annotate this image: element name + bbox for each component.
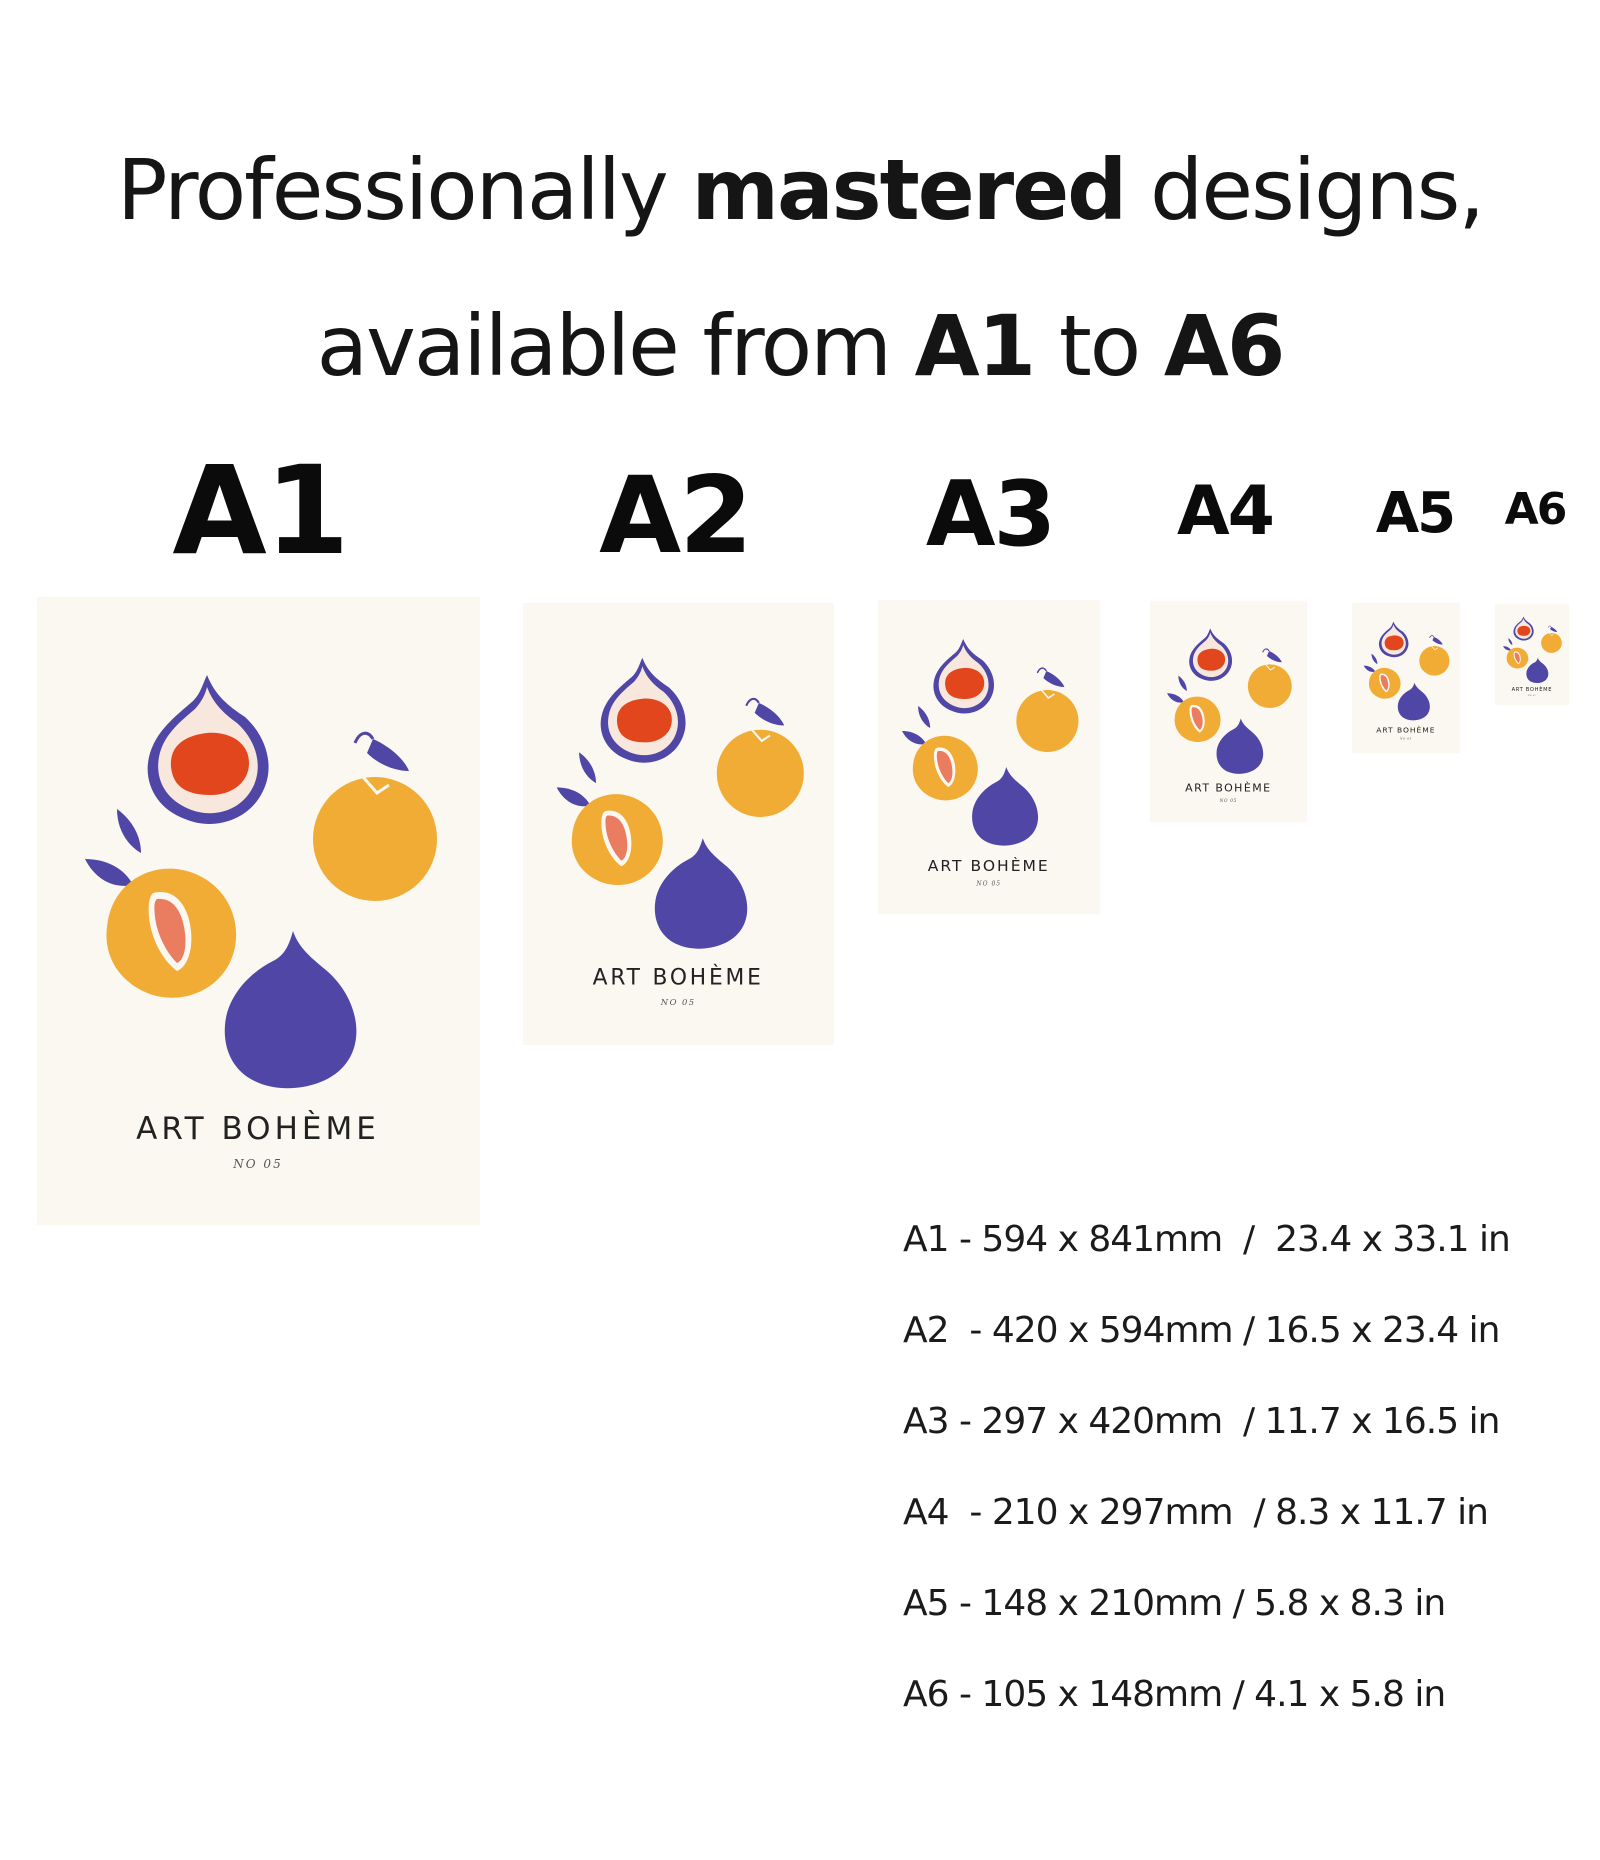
- poster-a2: [523, 603, 834, 1045]
- headline-line-1: [0, 112, 1600, 268]
- size-label-a4: A4: [1177, 472, 1273, 551]
- fig-seeds: [945, 668, 984, 699]
- leaf: [1550, 627, 1557, 632]
- fig-whole: [1398, 683, 1430, 721]
- leaf: [1503, 646, 1511, 650]
- poster-artwork: [523, 603, 834, 1045]
- poster-artwork: [1150, 601, 1307, 822]
- apricot: [717, 730, 804, 817]
- leaf: [1178, 676, 1187, 691]
- size-label-a3: A3: [925, 462, 1055, 567]
- poster-title: ART BOHÈME: [1511, 687, 1553, 694]
- fig-whole: [1526, 658, 1548, 683]
- leaf: [117, 809, 141, 853]
- headline-emphasis: A1: [914, 297, 1035, 395]
- apricot: [1419, 646, 1449, 676]
- headline-line-2: [0, 268, 1600, 424]
- fig-whole: [972, 767, 1038, 846]
- fig-seeds: [1517, 626, 1530, 636]
- stem: [1037, 668, 1046, 673]
- headline-emphasis: A6: [1163, 297, 1284, 395]
- poster-subtitle: NO 05: [660, 996, 696, 1007]
- leaf: [1372, 654, 1378, 665]
- leaf: [755, 703, 784, 726]
- apricot: [1016, 690, 1078, 752]
- leaf: [85, 859, 133, 886]
- stem: [746, 699, 759, 706]
- leaf: [902, 731, 926, 744]
- spec-a1: A1 - 594 x 841mm / 23.4 x 33.1 in: [903, 1219, 1510, 1260]
- poster-artwork: [878, 600, 1100, 914]
- fig-seeds: [617, 699, 672, 743]
- leaf: [1167, 693, 1184, 702]
- poster-title: ART BOHÈME: [1376, 725, 1436, 735]
- leaf: [579, 752, 596, 783]
- apricot: [313, 777, 437, 901]
- headline-text: to: [1034, 297, 1164, 395]
- leaf: [1364, 666, 1376, 672]
- headline-text: available from: [316, 297, 915, 395]
- poster-title: ART BOHÈME: [592, 965, 764, 991]
- poster-title: ART BOHÈME: [927, 857, 1050, 875]
- poster-artwork: [1495, 604, 1569, 705]
- poster-title: ART BOHÈME: [136, 1111, 380, 1147]
- spec-a3: A3 - 297 x 420mm / 11.7 x 16.5 in: [903, 1401, 1500, 1442]
- poster-artwork: [37, 597, 480, 1225]
- size-label-a6: A6: [1504, 484, 1566, 535]
- apricot: [1248, 664, 1292, 708]
- poster-subtitle: NO 05: [1219, 797, 1238, 803]
- fig-seeds: [1197, 649, 1225, 671]
- leaf: [1432, 637, 1442, 645]
- stem: [1430, 636, 1434, 638]
- leaf: [918, 706, 930, 728]
- spec-a4: A4 - 210 x 297mm / 8.3 x 11.7 in: [903, 1492, 1488, 1533]
- poster-subtitle: NO 05: [1527, 694, 1537, 697]
- apricot: [1541, 633, 1562, 653]
- fig-whole: [1217, 719, 1264, 774]
- leaf: [1267, 651, 1282, 662]
- headline-text: Professionally: [116, 141, 692, 239]
- poster-a5: [1352, 603, 1460, 753]
- size-label-a5: A5: [1375, 481, 1455, 546]
- leaf: [557, 787, 591, 806]
- spec-a2: A2 - 420 x 594mm / 16.5 x 23.4 in: [903, 1310, 1500, 1351]
- fig-seeds: [171, 733, 249, 795]
- fig-seeds: [1385, 635, 1404, 650]
- size-label-a1: A1: [172, 440, 348, 582]
- fig-whole: [225, 931, 357, 1088]
- poster-subtitle: NO 05: [976, 880, 1002, 888]
- stem: [355, 733, 373, 743]
- poster-artwork: [1352, 603, 1460, 753]
- poster-a4: [1150, 601, 1307, 822]
- leaf: [367, 739, 409, 771]
- stem: [1263, 649, 1269, 652]
- poster-subtitle: NO 05: [1399, 736, 1412, 741]
- leaf: [1043, 671, 1064, 687]
- spec-a6: A6 - 105 x 148mm / 4.1 x 5.8 in: [903, 1674, 1446, 1715]
- poster-a6: [1495, 604, 1569, 705]
- poster-a1: [37, 597, 480, 1225]
- poster-title: ART BOHÈME: [1185, 781, 1272, 795]
- poster-a3: [878, 600, 1100, 914]
- headline-text: designs,: [1125, 141, 1484, 239]
- fig-whole: [655, 838, 747, 949]
- spec-a5: A5 - 148 x 210mm / 5.8 x 8.3 in: [903, 1583, 1446, 1624]
- stem: [1548, 626, 1551, 628]
- leaf: [1508, 638, 1512, 645]
- size-specs-list: [903, 1210, 1543, 1756]
- headline: [0, 112, 1600, 424]
- size-label-a2: A2: [599, 454, 751, 577]
- headline-emphasis: mastered: [691, 141, 1126, 239]
- poster-subtitle: NO 05: [233, 1157, 283, 1171]
